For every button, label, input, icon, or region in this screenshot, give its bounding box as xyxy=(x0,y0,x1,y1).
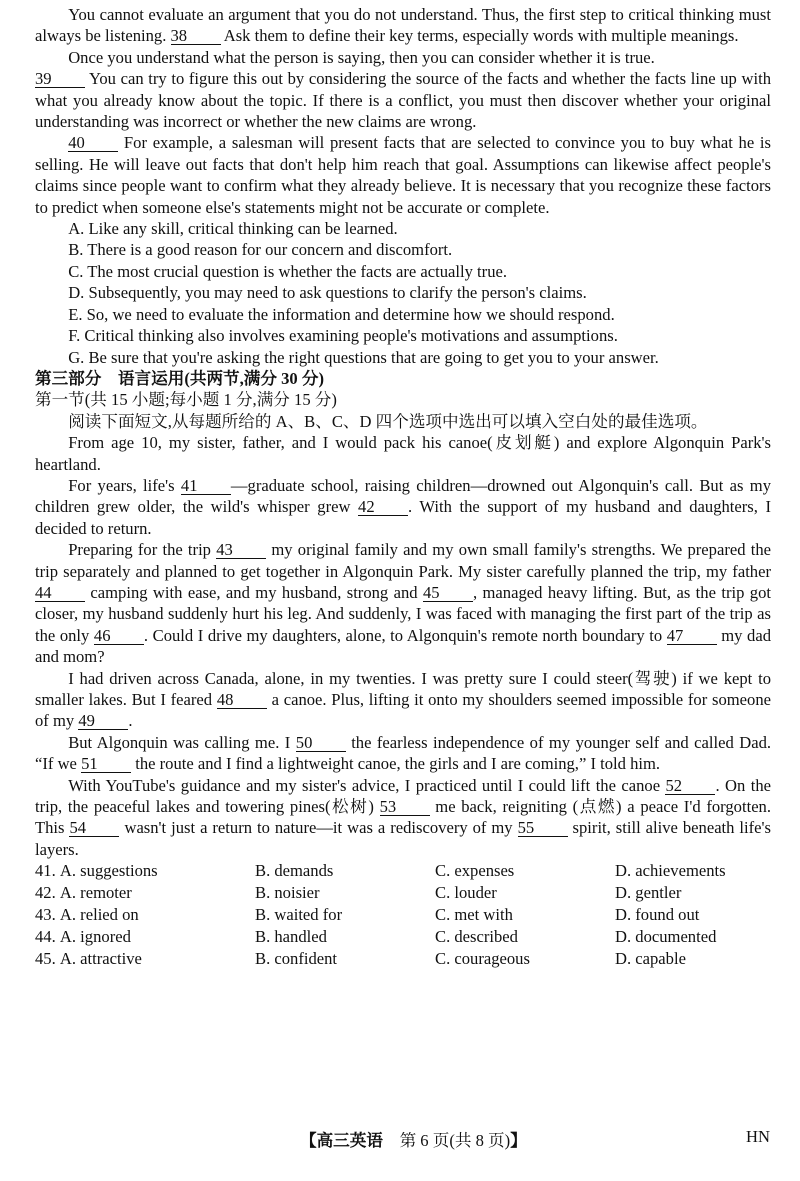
text-segment: my original family and my own small family's strengths. We prepared the trip separately and planned to get together in Algonquin Park. My sister carefully planned the trip, my father xyxy=(35,540,771,581)
blank-49: 49 xyxy=(78,712,128,730)
text-segment: . With the support of my husband and daughters, I decided to return. xyxy=(35,497,771,538)
option-b xyxy=(255,948,435,970)
option-d xyxy=(615,860,771,882)
blank-47: 47 xyxy=(667,627,717,645)
footer-page-number: 第 6 页(共 8 页) xyxy=(399,1131,511,1150)
paragraph xyxy=(35,47,771,68)
blank-42: 42 xyxy=(358,498,408,516)
option-text: B. demands xyxy=(255,861,334,881)
text-segment: You cannot evaluate an argument that you do not understand. Thus, the first step to critical thinking must always be listening. xyxy=(35,5,771,46)
text-segment: F. Critical thinking also involves examining people's motivations and assumptions. xyxy=(68,326,618,346)
text-segment: wasn't just a return to nature—it was a rediscovery of my xyxy=(119,818,518,838)
text-segment: , managed heavy lifting. But, as the trip got closer, my husband suddenly hurt his leg. And suddenly, I was faced with managing the first part of the trip as the only xyxy=(35,582,771,645)
option-d xyxy=(615,948,771,970)
option-a xyxy=(35,926,255,948)
blank-38: 38 xyxy=(171,27,221,45)
question-number: 44. xyxy=(35,927,56,947)
option-d xyxy=(615,904,771,926)
option-text: D. achievements xyxy=(615,861,726,881)
option-text: B. waited for xyxy=(255,905,343,925)
text-segment: With YouTube's guidance and my sister's advice, I practiced until I could lift the canoe xyxy=(68,775,666,795)
exam-page xyxy=(35,4,771,970)
text-segment: D. Subsequently, you may need to ask questions to clarify the person's claims. xyxy=(68,283,587,303)
option-row xyxy=(35,948,771,970)
footer-page-info xyxy=(300,1127,527,1151)
text-segment: camping with ease, and my husband, strong and xyxy=(85,582,423,602)
blank-50: 50 xyxy=(296,734,346,752)
option-d xyxy=(615,882,771,904)
option-text: D. capable xyxy=(615,949,686,969)
text-segment: A. Like any skill, critical thinking can be learned. xyxy=(68,219,398,239)
text-segment: Ask them to define their key terms, especially words with multiple meanings. xyxy=(220,26,739,46)
option-text: A. ignored xyxy=(59,927,131,947)
option-row xyxy=(35,882,771,904)
option-d xyxy=(615,926,771,948)
text-segment: 第一节(共 15 小题;每小题 1 分,满分 15 分) xyxy=(35,390,337,410)
text-segment: G. Be sure that you're asking the right questions that are going to get you to your answer. xyxy=(68,347,659,367)
blank-53: 53 xyxy=(380,798,430,816)
paragraph xyxy=(35,389,771,410)
blank-46: 46 xyxy=(94,627,144,645)
option-text: C. described xyxy=(435,927,518,947)
text-segment: 第三部分 语言运用(共两节,满分 30 分) xyxy=(35,368,324,388)
blank-43: 43 xyxy=(216,541,266,559)
text-segment: a canoe. Plus, lifting it onto my shoulders seemed impossible for someone of my xyxy=(35,690,771,731)
option-row xyxy=(35,860,771,882)
option-text: B. noisier xyxy=(255,883,320,903)
blank-40: 40 xyxy=(68,134,118,152)
page-footer xyxy=(0,1127,800,1151)
option-text: A. suggestions xyxy=(59,861,158,881)
paragraph xyxy=(35,432,771,475)
option-b xyxy=(255,926,435,948)
option-a xyxy=(35,904,255,926)
option-text: D. found out xyxy=(615,905,700,925)
text-segment: spirit, still alive beneath life's layers. xyxy=(35,818,771,859)
option-a xyxy=(35,948,255,970)
option-text: D. gentler xyxy=(615,883,682,903)
option-text: C. expenses xyxy=(435,861,515,881)
text-segment: From age 10, my sister, father, and I would pack his canoe(皮划艇) and explore Algonquin Park's heartland. xyxy=(35,433,771,474)
option-text: A. remoter xyxy=(59,883,132,903)
paragraph xyxy=(35,411,771,432)
option-text: C. louder xyxy=(435,883,497,903)
paragraph xyxy=(35,304,771,325)
option-b xyxy=(255,860,435,882)
text-segment: But Algonquin was calling me. I xyxy=(68,732,296,752)
option-text: A. attractive xyxy=(59,949,142,969)
text-segment: Once you understand what the person is saying, then you can consider whether it is true. xyxy=(68,47,655,67)
footer-code: HN xyxy=(746,1127,770,1146)
blank-51: 51 xyxy=(81,755,131,773)
footer-bracket: 】 xyxy=(510,1131,527,1150)
blank-41: 41 xyxy=(181,477,231,495)
paragraph xyxy=(35,475,771,539)
option-text: B. confident xyxy=(255,949,338,969)
paragraph xyxy=(35,775,771,861)
option-c xyxy=(435,860,615,882)
text-segment: my dad and mom? xyxy=(35,625,771,667)
question-number: 41. xyxy=(35,861,56,881)
paragraph xyxy=(35,132,771,218)
passage xyxy=(35,4,771,860)
paragraph xyxy=(35,68,771,132)
question-number: 43. xyxy=(35,905,56,925)
option-a xyxy=(35,882,255,904)
option-text: C. met with xyxy=(435,905,513,925)
paragraph xyxy=(35,539,771,667)
text-segment: . Could I drive my daughters, alone, to Algonquin's remote north boundary to xyxy=(143,625,667,645)
text-segment: . On the trip, the peaceful lakes and towering pines(松树) xyxy=(35,775,771,817)
paragraph xyxy=(35,239,771,260)
option-c xyxy=(435,882,615,904)
option-c xyxy=(435,948,615,970)
text-segment: E. So, we need to evaluate the information and determine how we should respond. xyxy=(68,304,615,324)
option-text: B. handled xyxy=(255,927,327,947)
option-c xyxy=(435,926,615,948)
blank-44: 44 xyxy=(35,584,85,602)
text-segment: . xyxy=(128,711,133,731)
option-row xyxy=(35,904,771,926)
paragraph xyxy=(35,4,771,47)
option-text: C. courageous xyxy=(435,949,530,969)
text-segment: the fearless independence of my younger self and called Dad. “If we xyxy=(35,732,772,774)
question-number: 42. xyxy=(35,883,56,903)
option-c xyxy=(435,904,615,926)
text-segment: For example, a salesman will present facts that are selected to convince you to buy what he is selling. He will leave out facts that don't help him reach that goal. Assumptions can likewise affect people's claims since people want to confirm what they already believe. It is necessary that you recognize these factors to predict when someone else's statements might not be accurate or complete. xyxy=(35,133,771,217)
text-segment: For years, life's xyxy=(68,475,181,495)
question-number: 45. xyxy=(35,949,56,969)
paragraph xyxy=(35,732,771,775)
text-segment: B. There is a good reason for our concern and discomfort. xyxy=(68,240,453,260)
option-text: D. documented xyxy=(615,927,717,947)
blank-54: 54 xyxy=(69,819,119,837)
text-segment: C. The most crucial question is whether the facts are actually true. xyxy=(68,261,508,281)
footer-subject: 【高三英语 xyxy=(300,1131,400,1150)
paragraph xyxy=(35,325,771,346)
option-a xyxy=(35,860,255,882)
paragraph xyxy=(35,261,771,282)
blank-39: 39 xyxy=(35,70,85,88)
text-segment: me back, reigniting (点燃) a peace I'd forgotten. This xyxy=(35,797,771,838)
text-segment: Preparing for the trip xyxy=(68,540,217,560)
paragraph xyxy=(35,347,771,368)
blank-55: 55 xyxy=(518,819,568,837)
option-b xyxy=(255,904,435,926)
paragraph xyxy=(35,218,771,239)
option-text: A. relied on xyxy=(59,905,139,925)
paragraph xyxy=(35,668,771,732)
blank-48: 48 xyxy=(217,691,267,709)
options-list xyxy=(35,860,771,970)
text-segment: 阅读下面短文,从每题所给的 A、B、C、D 四个选项中选出可以填入空白处的最佳选项。 xyxy=(68,411,708,431)
text-segment: You can try to figure this out by considering the source of the facts and whether the facts line up with what you already know about the topic. If there is a conflict, you must then discover whether your original understanding was incorrect or whether the new claims are wrong. xyxy=(35,69,771,132)
paragraph xyxy=(35,282,771,303)
blank-52: 52 xyxy=(665,777,715,795)
paragraph xyxy=(35,368,771,389)
text-segment: —graduate school, raising children—drowned out Algonquin's call. But as my children grew older, the wild's whisper grew xyxy=(35,475,771,517)
option-row xyxy=(35,926,771,948)
blank-45: 45 xyxy=(423,584,473,602)
text-segment: I had driven across Canada, alone, in my twenties. I was pretty sure I could steer(驾驶) if we kept to smaller lakes. But I feared xyxy=(35,668,771,709)
text-segment: the route and I find a lightweight canoe, the girls and I are coming,” I told him. xyxy=(131,754,661,774)
option-b xyxy=(255,882,435,904)
